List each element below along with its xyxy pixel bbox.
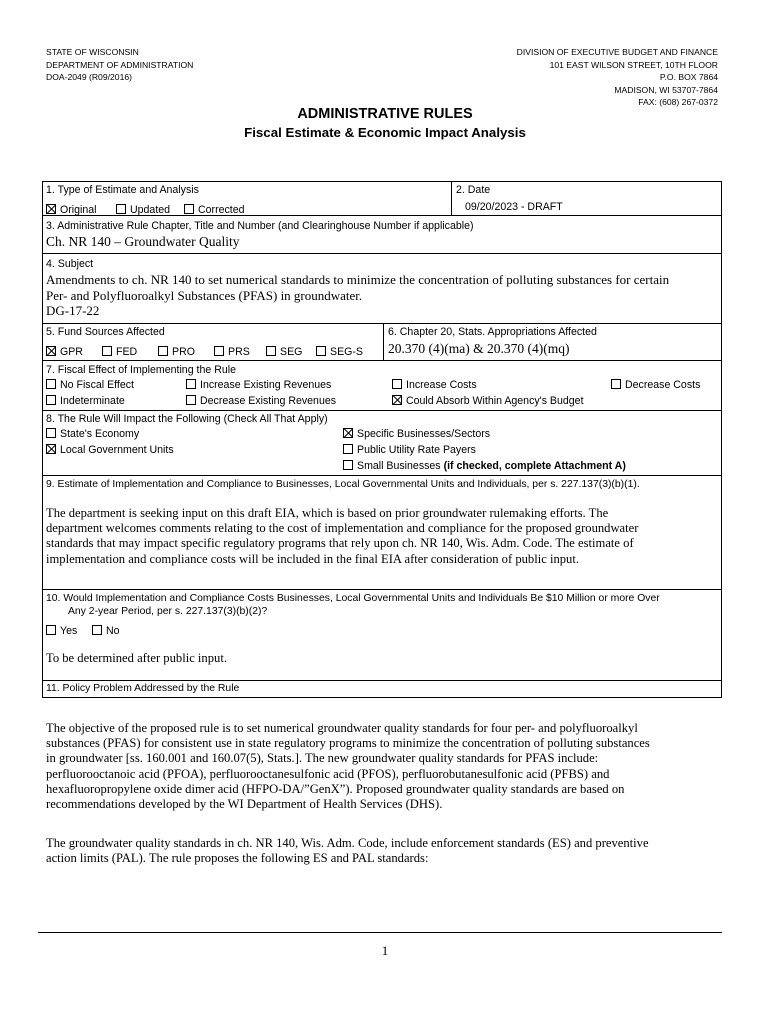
text-line: department welcomes comments relating to the cost of implementation and compliance for the proposed groundwater [46, 521, 639, 536]
prs-checkbox[interactable] [214, 346, 266, 358]
footer-divider [38, 932, 722, 933]
seg-s-checkbox[interactable] [316, 346, 363, 358]
text-line: hexafluoropropylene oxide dimer acid (HFPO-DA/”GenX”). Proposed groundwater quality standards are based on [46, 781, 625, 796]
option-label: Small Businesses [357, 460, 441, 472]
checkbox-icon [184, 204, 194, 214]
option-label: No Fiscal Effect [60, 379, 134, 391]
option-label: No [106, 625, 120, 637]
option-label: GPR [60, 346, 83, 358]
header-line: STATE OF WISCONSIN [46, 47, 139, 57]
section-1 [43, 182, 452, 216]
policy-paragraph-2 [46, 836, 649, 866]
header-line: MADISON, WI 53707-7864 [614, 84, 718, 95]
checkbox-icon [266, 346, 276, 356]
no-fiscal-effect-checkbox[interactable] [46, 379, 134, 391]
checkbox-checked-icon [46, 444, 56, 454]
option-label: Public Utility Rate Payers [357, 444, 476, 456]
page-subtitle: Fiscal Estimate & Economic Impact Analysis [244, 125, 526, 140]
text-line: Per- and Polyfluoroalkyl Substances (PFAS) in groundwater. [46, 287, 363, 303]
checkbox-icon [343, 460, 353, 470]
checkbox-icon [46, 379, 56, 389]
public-utility-checkbox[interactable] [343, 444, 476, 456]
section-label: 10. Would Implementation and Compliance Costs Businesses, Local Governmental Units and Individuals Be $10 Million or more Over [46, 593, 660, 604]
increase-costs-checkbox[interactable] [392, 379, 477, 391]
specific-businesses-checkbox[interactable] [343, 428, 490, 440]
page-number: 1 [381, 943, 389, 958]
yes-checkbox[interactable] [46, 625, 92, 637]
section-7 [42, 361, 722, 411]
division-header [517, 46, 718, 109]
increase-revenues-checkbox[interactable] [186, 379, 331, 391]
fed-checkbox[interactable] [102, 346, 158, 358]
text-line: Amendments to ch. NR 140 to set numerical standards to minimize the concentration of polluting substances for certain [46, 272, 670, 287]
section-3 [42, 216, 722, 254]
option-label: Specific Businesses/Sectors [357, 428, 491, 440]
header-line: 101 EAST WILSON STREET, 10TH FLOOR [549, 59, 718, 70]
indeterminate-checkbox[interactable] [46, 395, 125, 407]
section-label: 9. Estimate of Implementation and Compliance to Businesses, Local Governmental Units and Individuals, per s. 227.137(3)(b)(1). [46, 479, 640, 490]
checkbox-icon [46, 625, 56, 635]
option-label: Increase Existing Revenues [200, 379, 332, 391]
checkbox-icon [316, 346, 326, 356]
text-line: standards that may impact specific regulatory programs that rely upon ch. NR 140, Wis. Adm. Code. The estimate of [46, 536, 634, 551]
agency-header [46, 46, 193, 84]
section-estimate-type-date [42, 181, 722, 216]
option-label: Corrected [198, 204, 245, 216]
section-label: 3. Administrative Rule Chapter, Title and Number (and Clearinghouse Number if applicable) [46, 220, 474, 232]
option-label: FED [116, 346, 138, 358]
corrected-checkbox[interactable] [184, 204, 245, 216]
text-line: perfluorooctanoic acid (PFOA), perfluorooctanesulfonic acid (PFOS), perfluorobutanesulfonic acid (PFBS) and [46, 766, 610, 781]
appropriations-value: 20.370 (4)(ma) & 20.370 (4)(mq) [388, 341, 570, 356]
rule-chapter-title: Ch. NR 140 – Groundwater Quality [46, 234, 240, 249]
text-line: action limits (PAL). The rule proposes the following ES and PAL standards: [46, 851, 429, 866]
small-businesses-checkbox[interactable] [343, 460, 626, 472]
section-label-cont: Any 2-year Period, per s. 227.137(3)(b)(2)? [68, 606, 268, 617]
section-label: 8. The Rule Will Impact the Following (Check All That Apply) [46, 413, 328, 425]
section-label: 7. Fiscal Effect of Implementing the Rule [46, 364, 236, 376]
policy-paragraph-1 [46, 721, 650, 812]
checkbox-icon [611, 379, 621, 389]
checkbox-icon [186, 395, 196, 405]
text-line: in groundwater [ss. 160.001 and 160.07(5), Stats.]. The new groundwater quality standards for PFAS include: [46, 751, 599, 766]
text-line: substances (PFAS) for consistent use in state regulatory programs to minimize the concentration of polluting substances [46, 736, 650, 751]
checkbox-icon [46, 428, 56, 438]
checkbox-checked-icon [46, 204, 56, 214]
checkbox-icon [116, 204, 126, 214]
checkbox-icon [186, 379, 196, 389]
checkbox-checked-icon [392, 395, 402, 405]
header-line: FAX: (608) 267-0372 [638, 97, 718, 107]
checkbox-icon [158, 346, 168, 356]
decrease-costs-checkbox[interactable] [611, 379, 700, 391]
fiscal-estimate-form [42, 181, 722, 888]
section-label: 2. Date [456, 184, 491, 196]
option-label: SEG [280, 346, 303, 358]
section-11-body [42, 698, 722, 888]
text-line: The department is seeking input on this draft EIA, which is based on prior groundwater rulemaking efforts. The [46, 506, 609, 520]
section-5 [43, 324, 384, 360]
text-line: The groundwater quality standards in ch. NR 140, Wis. Adm. Code, include enforcement standards (ES) and preventive [46, 836, 649, 850]
text-line: The objective of the proposed rule is to set numerical groundwater quality standards for four per- and polyfluoroalkyl [46, 721, 638, 735]
option-label: Could Absorb Within Agency's Budget [406, 395, 584, 407]
header-line: DIVISION OF EXECUTIVE BUDGET AND FINANCE [516, 47, 718, 57]
header-line: P.O. BOX 7864 [659, 72, 718, 82]
section-label: 6. Chapter 20, Stats. Appropriations Affected [388, 326, 597, 338]
header-line: DOA-2049 (R09/2016) [46, 72, 132, 82]
absorb-budget-checkbox[interactable] [392, 395, 584, 407]
cost-determination-text: To be determined after public input. [46, 651, 227, 665]
attachment-note: (if checked, complete Attachment A) [443, 460, 626, 472]
section-label: 4. Subject [46, 258, 94, 270]
section-4 [42, 254, 722, 324]
option-label: Indeterminate [60, 395, 125, 407]
checkbox-checked-icon [343, 428, 353, 438]
option-label: Decrease Existing Revenues [200, 395, 337, 407]
section-label: 1. Type of Estimate and Analysis [46, 184, 199, 196]
subject-text [46, 272, 669, 319]
decrease-revenues-checkbox[interactable] [186, 395, 336, 407]
estimate-text [46, 506, 638, 567]
gpr-checkbox[interactable] [46, 346, 102, 358]
text-line: implementation and compliance costs will be included in the final EIA after consideration of public input. [46, 551, 579, 566]
pro-checkbox[interactable] [158, 346, 214, 358]
section-8 [42, 411, 722, 476]
option-label: Increase Costs [406, 379, 477, 391]
checkbox-checked-icon [46, 346, 56, 356]
text-line: recommendations developed by the WI Department of Health Services (DHS). [46, 797, 443, 812]
option-label: Original [60, 204, 97, 216]
section-10 [42, 590, 722, 681]
seg-checkbox[interactable] [266, 346, 316, 358]
no-checkbox[interactable] [92, 625, 120, 637]
checkbox-icon [343, 444, 353, 454]
original-checkbox[interactable] [46, 204, 116, 216]
header-line: DEPARTMENT OF ADMINISTRATION [46, 59, 194, 70]
checkbox-icon [214, 346, 224, 356]
option-label: Decrease Costs [625, 379, 701, 391]
states-economy-checkbox[interactable] [46, 428, 139, 440]
section-fund-appropriations [42, 324, 722, 361]
text-line: DG-17-22 [46, 303, 100, 318]
option-label: SEG-S [330, 346, 363, 358]
option-label: Updated [130, 204, 171, 216]
date-value: 09/20/2023 - DRAFT [465, 201, 563, 213]
checkbox-icon [392, 379, 402, 389]
option-label: Local Government Units [60, 444, 174, 456]
section-9 [42, 476, 722, 590]
page-title: ADMINISTRATIVE RULES [297, 106, 473, 122]
section-label: 11. Policy Problem Addressed by the Rule [46, 683, 240, 694]
option-label: Yes [60, 625, 78, 637]
local-government-checkbox[interactable] [46, 444, 174, 456]
option-label: State's Economy [60, 428, 140, 440]
option-label: PRO [172, 346, 195, 358]
option-label: PRS [228, 346, 250, 358]
section-label: 5. Fund Sources Affected [46, 326, 165, 338]
section-11-header [42, 681, 722, 698]
updated-checkbox[interactable] [116, 204, 184, 216]
checkbox-icon [102, 346, 112, 356]
checkbox-icon [92, 625, 102, 635]
checkbox-icon [46, 395, 56, 405]
